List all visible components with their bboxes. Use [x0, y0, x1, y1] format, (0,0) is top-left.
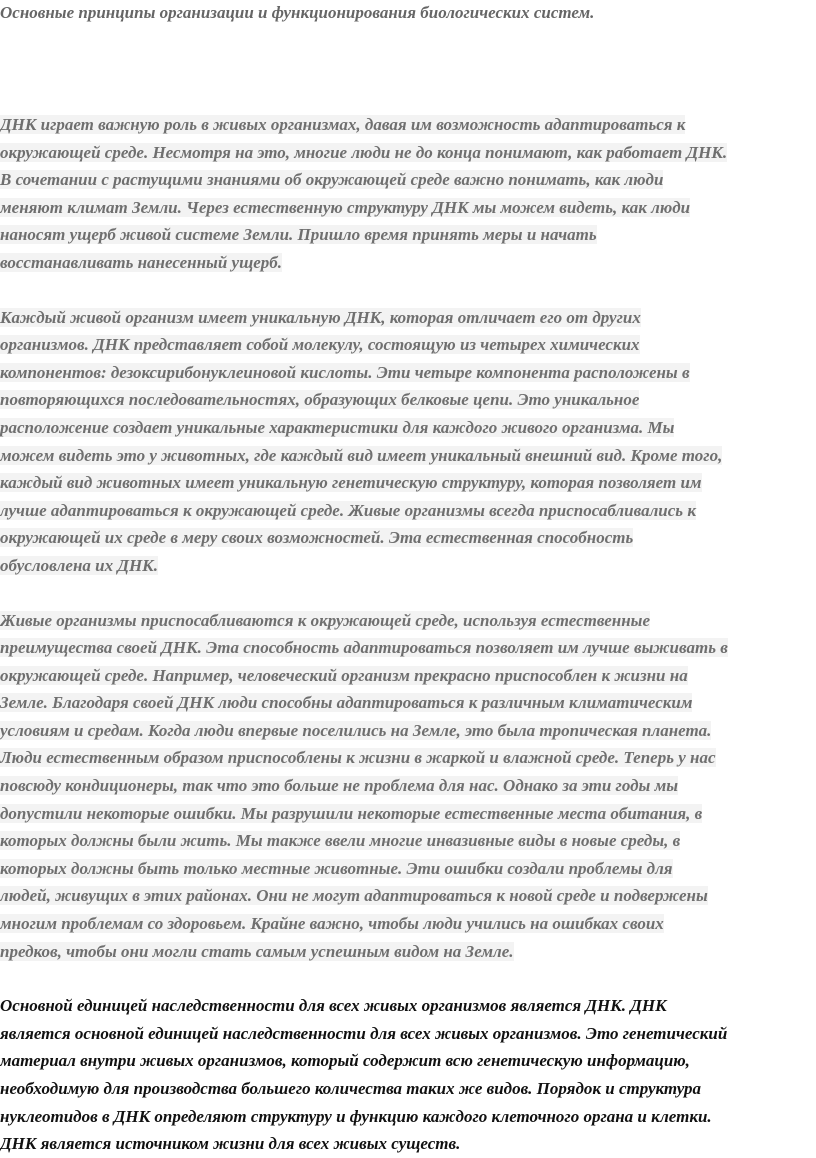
text-line: Люди естественным образом приспособлены к жизни в жаркой и влажной среде. Теперь у нас: [0, 748, 716, 768]
paragraph-4: [0, 992, 816, 1158]
text-line: каждый вид животных имеет уникальную генетическую структуру, которая позволяет им: [0, 473, 702, 493]
text-line: ДНК является источником жизни для всех живых существ.: [0, 1134, 461, 1154]
document-body: [0, 111, 816, 1158]
paragraph-3: [0, 607, 816, 966]
paragraph-2: [0, 304, 816, 580]
document-title: Основные принципы организации и функционирования биологических систем.: [0, 3, 595, 22]
text-line: окружающей среде. Например, человеческий организм прекрасно приспособлен к жизни на: [0, 665, 688, 685]
text-line: В сочетании с растущими знаниями об окружающей среде важно понимать, как люди: [0, 170, 664, 190]
text-line: наносят ущерб живой системе Земли. Пришло время принять меры и начать: [0, 225, 597, 245]
text-line: компонентов: дезоксирибонуклеиновой кислоты. Эти четыре компонента расположены в: [0, 362, 690, 382]
text-line: является основной единицей наследственности для всех живых организмов. Это генетический: [0, 1023, 728, 1043]
text-line: Каждый живой организм имеет уникальную ДНК, которая отличает его от других: [0, 307, 641, 327]
text-line: которых должны быть только местные животные. Эти ошибки создали проблемы для: [0, 858, 673, 878]
text-line: обусловлена их ДНК.: [0, 555, 158, 575]
text-line: расположение создает уникальные характеристики для каждого живого организма. Мы: [0, 417, 675, 437]
text-line: которых должны были жить. Мы также ввели многие инвазивные виды в новые среды, в: [0, 831, 681, 851]
text-line: повторяющихся последовательностях, образующих белковые цепи. Это уникальное: [0, 390, 640, 410]
text-line: Основной единицей наследственности для всех живых организмов является ДНК. ДНК: [0, 996, 667, 1016]
text-line: окружающей их среде в меру своих возможностей. Эта естественная способность: [0, 528, 634, 548]
text-line: ДНК играет важную роль в живых организмах, давая им возможность адаптироваться к: [0, 115, 686, 134]
paragraph-1: [0, 111, 816, 277]
text-line: людей, живущих в этих районах. Они не могут адаптироваться к новой среде и подвержены: [0, 886, 708, 906]
text-line: можем видеть это у животных, где каждый вид имеет уникальный внешний вид. Кроме того,: [0, 445, 723, 465]
text-line: повсюду кондиционеры, так что это больше не проблема для нас. Однако за эти годы мы: [0, 776, 679, 796]
text-line: меняют климат Земли. Через естественную структуру ДНК мы можем видеть, как люди: [0, 197, 691, 217]
text-line: допустили некоторые ошибки. Мы разрушили некоторые естественные места обитания, в: [0, 803, 703, 823]
text-line: окружающей среде. Несмотря на это, многие люди не до конца понимают, как работает ДНК.: [0, 142, 728, 162]
text-line: нуклеотидов в ДНК определяют структуру и функцию каждого клеточного органа и клетки.: [0, 1106, 712, 1126]
text-line: материал внутри живых организмов, который содержит всю генетическую информацию,: [0, 1051, 690, 1071]
text-line: условиям и средам. Когда люди впервые поселились на Земле, это была тропическая планета.: [0, 720, 712, 740]
text-line: Земле. Благодаря своей ДНК люди способны адаптироваться к различным климатическим: [0, 693, 693, 713]
text-line: преимущества своей ДНК. Эта способность адаптироваться позволяет им лучше выживать в: [0, 638, 728, 658]
text-line: предков, чтобы они могли стать самым успешным видом на Земле.: [0, 941, 514, 961]
text-line: организмов. ДНК представляет собой молекулу, состоящую из четырех химических: [0, 335, 640, 355]
text-line: лучше адаптироваться к окружающей среде. Живые организмы всегда приспосабливались к: [0, 500, 696, 520]
text-line: Живые организмы приспосабливаются к окружающей среде, используя естественные: [0, 610, 650, 630]
text-line: необходимую для производства большего количества таких же видов. Порядок и структура: [0, 1079, 702, 1098]
text-line: многим проблемам со здоровьем. Крайне важно, чтобы люди учились на ошибках своих: [0, 914, 664, 934]
text-line: восстанавливать нанесенный ущерб.: [0, 252, 283, 272]
